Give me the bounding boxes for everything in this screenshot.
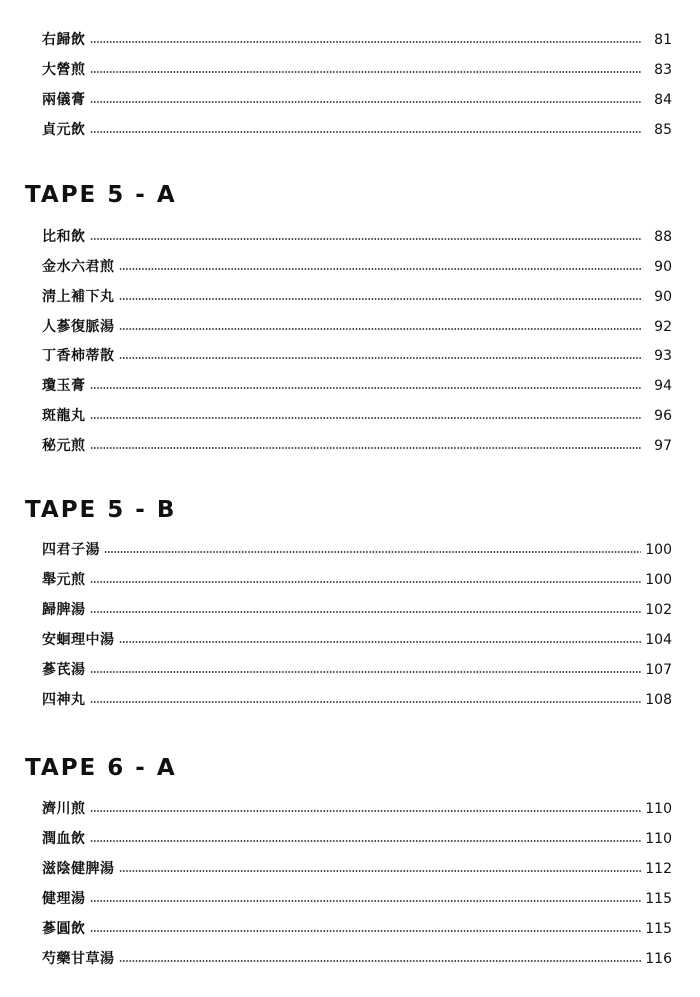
entry-title: 右歸飲 (42, 32, 86, 48)
entry-title: 芍藥甘草湯 (42, 951, 115, 967)
entry-title: 蔘芪湯 (42, 662, 86, 678)
entry-page-number: 112 (645, 861, 672, 877)
entry-title: 秘元煎 (42, 438, 86, 454)
toc-entry (42, 345, 672, 365)
toc-entry (42, 569, 672, 589)
entry-page-number: 93 (654, 348, 672, 364)
entry-title: 蔘圓飲 (42, 921, 86, 937)
entry-page-number: 84 (654, 92, 672, 108)
entry-page-number: 85 (654, 122, 672, 138)
dot-leader (119, 869, 642, 873)
section-heading: TAPE 5 - A (25, 182, 177, 208)
entry-title: 斑龍丸 (42, 408, 86, 424)
entry-page-number: 110 (645, 831, 672, 847)
entry-title: 健理湯 (42, 891, 86, 907)
entry-title: 人蔘復脈湯 (42, 319, 115, 335)
entry-page-number: 94 (654, 378, 672, 394)
dot-leader (90, 237, 642, 241)
entry-page-number: 110 (645, 801, 672, 817)
toc-entry (42, 888, 672, 908)
dot-leader (90, 386, 642, 390)
dot-leader (90, 670, 642, 674)
entry-title: 比和飲 (42, 229, 86, 245)
toc-entry (42, 89, 672, 109)
entry-page-number: 88 (654, 229, 672, 245)
toc-entry (42, 948, 672, 968)
entry-title: 丁香柿蒂散 (42, 348, 115, 364)
toc-entry (42, 435, 672, 455)
dot-leader (90, 700, 642, 704)
toc-entry (42, 629, 672, 649)
entry-title: 金水六君煎 (42, 259, 115, 275)
toc-entry (42, 405, 672, 425)
entry-title: 四君子湯 (42, 542, 100, 558)
dot-leader (119, 267, 642, 271)
entry-title: 淸上補下丸 (42, 289, 115, 305)
entry-title: 潤血飲 (42, 831, 86, 847)
toc-entry (42, 256, 672, 276)
dot-leader (90, 70, 642, 74)
dot-leader (104, 550, 641, 554)
dot-leader (90, 580, 642, 584)
toc-entry (42, 375, 672, 395)
toc-entry (42, 59, 672, 79)
entry-title: 濟川煎 (42, 801, 86, 817)
toc-entry (42, 798, 672, 818)
section-heading: TAPE 6 - A (25, 755, 177, 781)
toc-entry (42, 918, 672, 938)
toc-entry (42, 29, 672, 49)
entry-title: 兩儀膏 (42, 92, 86, 108)
entry-title: 滋陰健脾湯 (42, 861, 115, 877)
entry-page-number: 115 (645, 921, 672, 937)
entry-title: 四神丸 (42, 692, 86, 708)
toc-entry (42, 659, 672, 679)
entry-page-number: 90 (654, 289, 672, 305)
dot-leader (90, 839, 642, 843)
entry-title: 瓊玉膏 (42, 378, 86, 394)
dot-leader (90, 416, 642, 420)
entry-title: 大營煎 (42, 62, 86, 78)
dot-leader (119, 327, 642, 331)
entry-title: 安蛔理中湯 (42, 632, 115, 648)
dot-leader (90, 40, 642, 44)
toc-entry (42, 226, 672, 246)
entry-page-number: 104 (645, 632, 672, 648)
dot-leader (119, 356, 642, 360)
toc-entry (42, 539, 672, 559)
entry-page-number: 102 (645, 602, 672, 618)
entry-page-number: 90 (654, 259, 672, 275)
dot-leader (119, 297, 642, 301)
toc-entry (42, 286, 672, 306)
entry-title: 歸脾湯 (42, 602, 86, 618)
entry-page-number: 107 (645, 662, 672, 678)
dot-leader (90, 929, 642, 933)
toc-entry (42, 828, 672, 848)
dot-leader (90, 610, 642, 614)
entry-page-number: 116 (645, 951, 672, 967)
dot-leader (90, 446, 642, 450)
entry-page-number: 92 (654, 319, 672, 335)
section-heading: TAPE 5 - B (25, 497, 177, 523)
entry-title: 貞元飲 (42, 122, 86, 138)
entry-page-number: 97 (654, 438, 672, 454)
entry-page-number: 96 (654, 408, 672, 424)
dot-leader (90, 130, 642, 134)
dot-leader (119, 959, 642, 963)
entry-page-number: 83 (654, 62, 672, 78)
toc-entry (42, 599, 672, 619)
dot-leader (90, 899, 642, 903)
toc-entry (42, 689, 672, 709)
dot-leader (119, 640, 642, 644)
entry-page-number: 81 (654, 32, 672, 48)
entry-title: 舉元煎 (42, 572, 86, 588)
toc-entry (42, 119, 672, 139)
dot-leader (90, 809, 642, 813)
entry-page-number: 100 (645, 542, 672, 558)
toc-entry (42, 858, 672, 878)
entry-page-number: 115 (645, 891, 672, 907)
dot-leader (90, 100, 642, 104)
entry-page-number: 108 (645, 692, 672, 708)
toc-entry (42, 316, 672, 336)
entry-page-number: 100 (645, 572, 672, 588)
